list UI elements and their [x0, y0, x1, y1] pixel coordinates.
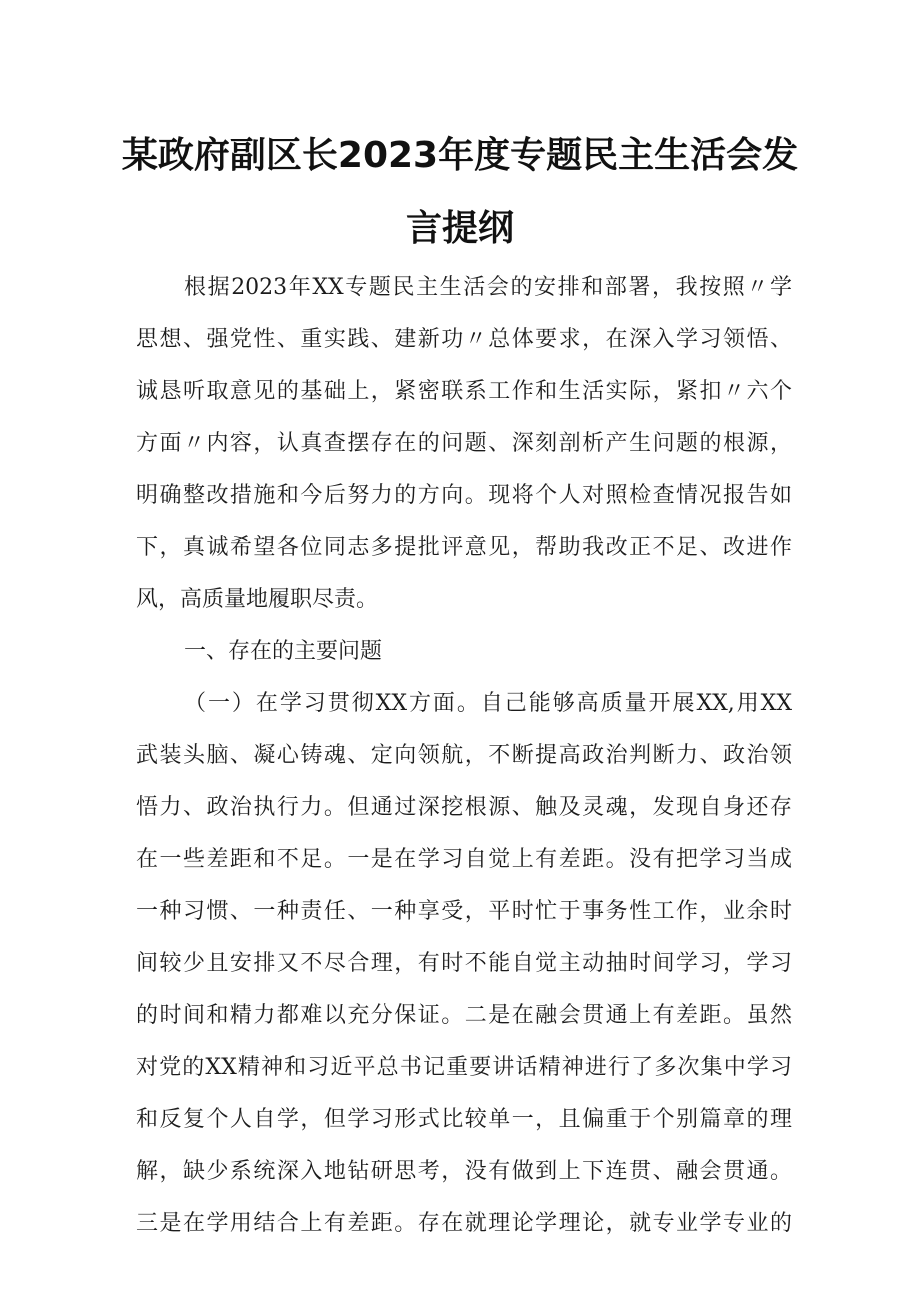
paragraph-line: 间较少且安排又不尽合理，有时不能自觉主动抽时间学习，学习 — [136, 951, 792, 976]
paragraph-line: 下，真诚希望各位同志多提批评意见，帮助我改正不足、改进作 — [136, 535, 792, 560]
paragraph-line: 明确整改措施和今后努力的方向。现将个人对照检查情况报告如 — [136, 483, 792, 508]
document-title-line-1: 某政府副区长2023年度专题民主生活会发 — [121, 135, 799, 176]
paragraph-line: 解，缺少系统深入地钻研思考，没有做到上下连贯、融会贯通。 — [136, 1159, 792, 1184]
paragraph-line: 对党的XX精神和习近平总书记重要讲话精神进行了多次集中学习 — [136, 1055, 792, 1080]
paragraph-line: 三是在学用结合上有差距。存在就理论学理论，就专业学专业的 — [136, 1211, 792, 1236]
paragraph-line: 根据2023年XX专题民主生活会的安排和部署，我按照〃学 — [184, 275, 792, 300]
paragraph-line: 诚恳听取意见的基础上，紧密联系工作和生活实际，紧扣〃六个 — [136, 379, 792, 404]
paragraph-line: （一）在学习贯彻XX方面。自己能够高质量开展XX,用XX — [184, 691, 792, 716]
paragraph-line: 一种习惯、一种责任、一种享受，平时忙于事务性工作，业余时 — [136, 899, 792, 924]
paragraph-line: 的时间和精力都难以充分保证。二是在融会贯通上有差距。虽然 — [136, 1003, 792, 1028]
paragraph-line: 武装头脑、凝心铸魂、定向领航，不断提高政治判断力、政治领 — [136, 743, 792, 768]
paragraph-line: 悟力、政治执行力。但通过深挖根源、触及灵魂，发现自身还存 — [136, 795, 792, 820]
paragraph-line: 方面〃内容，认真查摆存在的问题、深刻剖析产生问题的根源， — [136, 431, 792, 456]
section-heading: 一、存在的主要问题 — [184, 639, 383, 664]
paragraph-line: 在一些差距和不足。一是在学习自觉上有差距。没有把学习当成 — [136, 847, 792, 872]
paragraph-line: 风，高质量地履职尽责。 — [136, 587, 379, 612]
document-title-line-2: 言提纲 — [405, 208, 514, 249]
paragraph-line: 和反复个人自学，但学习形式比较单一，且偏重于个别篇章的理 — [136, 1107, 792, 1132]
paragraph-line: 思想、强党性、重实践、建新功〃总体要求，在深入学习领悟、 — [136, 327, 792, 352]
